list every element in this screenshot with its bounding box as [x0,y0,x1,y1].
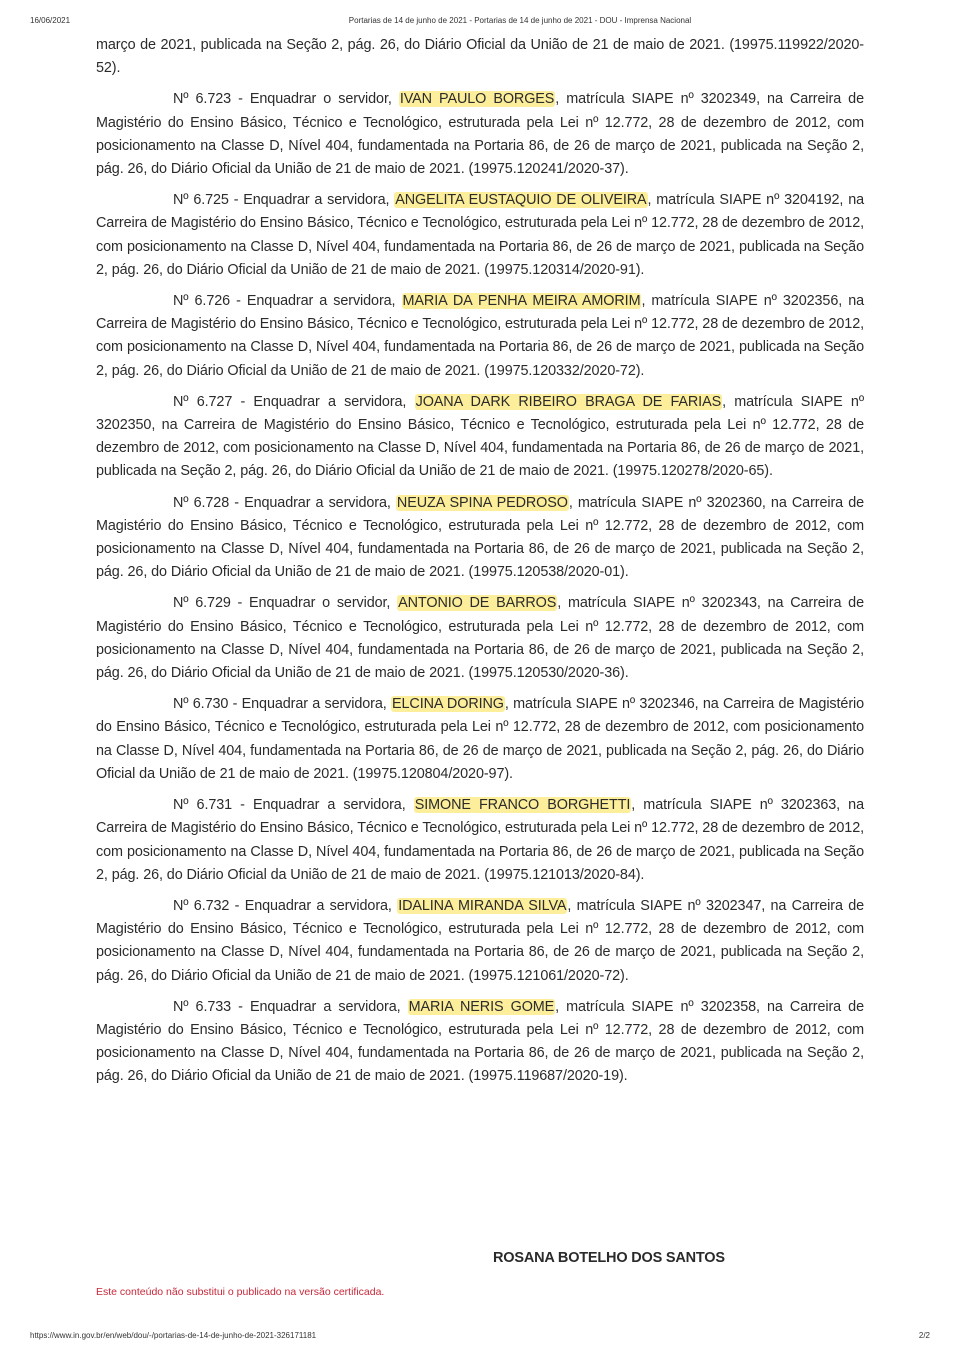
page-number: 2/2 [918,1331,930,1340]
item-number: Nº 6.730 [173,696,229,713]
item-number: Nº 6.729 [173,595,231,612]
item-number: Nº 6.733 [173,998,232,1015]
ordinance-item [96,794,864,887]
item-prefix: - Enquadrar o servidor, [231,91,399,108]
highlighted-name: IVAN PAULO BORGES [399,91,555,108]
continuation-paragraph: março de 2021, publicada na Seção 2, pág. 26, do Diário Oficial da União de 21 de maio de 2021. (19975.119922/2020-52). [96,37,864,77]
item-text: , matrícula SIAPE nº 3202358, na Carreira de Magistério do Ensino Básico, Técnico e Tecnológico, estruturada pela Lei nº 12.772, 28 de dezembro de 2012, com posicionamento na Classe D, Nível 404, fundamentada na Portaria 86, de 26 de março de 2021, publicada na Seção 2, pág. 26, do Diário Oficial da União de 21 de maio de 2021. (19975.119687/2020-19). [96,998,864,1085]
item-number: Nº 6.727 [173,393,233,410]
highlighted-name: NEUZA SPINA PEDROSO [396,494,568,511]
item-text: , matrícula SIAPE nº 3202350, na Carreira de Magistério do Ensino Básico, Técnico e Tecnológico, estruturada pela Lei nº 12.772, 28 de dezembro de 2012, com posicionamento na Classe D, Nível 404, fundamentada na Portaria 86, de 26 de março de 2021, publicada na Seção 2, pág. 26, do Diário Oficial da União de 21 de maio de 2021. (19975.120278/2020-65). [96,393,864,480]
item-number: Nº 6.732 [173,897,230,914]
item-text: , matrícula SIAPE nº 3202360, na Carreira de Magistério do Ensino Básico, Técnico e Tecnológico, estruturada pela Lei nº 12.772, 28 de dezembro de 2012, com posicionamento na Classe D, Nível 404, fundamentada na Portaria 86, de 26 de março de 2021, publicada na Seção 2, pág. 26, do Diário Oficial da União de 21 de maio de 2021. (19975.120538/2020-01). [96,494,865,581]
item-number: Nº 6.723 [173,91,232,108]
highlighted-name: ANTONIO DE BARROS [398,595,557,612]
highlighted-name: ANGELITA EUSTAQUIO DE OLIVEIRA [395,192,647,209]
highlighted-name: ELCINA DORING [392,696,504,713]
item-prefix: - Enquadrar a servidora, [232,797,414,814]
item-number: Nº 6.725 [173,192,229,209]
item-prefix: - Enquadrar a servidora, [230,293,402,310]
item-prefix: - Enquadrar a servidora, [232,393,415,410]
item-prefix: - Enquadrar o servidor, [230,595,398,612]
ordinance-item [96,189,864,282]
highlighted-name: MARIA DA PENHA MEIRA AMORIM [402,293,641,310]
print-title: Portarias de 14 de junho de 2021 - Portarias de 14 de junho de 2021 - DOU - Imprensa Nacional [348,16,692,25]
highlighted-name: SIMONE FRANCO BORGHETTI [414,797,631,814]
ordinance-item [96,895,864,988]
item-prefix: - Enquadrar a servidora, [231,998,408,1015]
item-text: , matrícula SIAPE nº 3204192, na Carreira de Magistério do Ensino Básico, Técnico e Tecnológico, estruturada pela Lei nº 12.772, 28 de dezembro de 2012, com posicionamento na Classe D, Nível 404, fundamentada na Portaria 86, de 26 de março de 2021, publicada na Seção 2, pág. 26, do Diário Oficial da União de 21 de maio de 2021. (19975.120314/2020-91). [96,192,865,278]
highlighted-name: JOANA DARK RIBEIRO BRAGA DE FARIAS [415,393,722,410]
ordinance-item [96,693,864,786]
signatory-name: ROSANA BOTELHO DOS SANTOS [493,1250,725,1266]
highlighted-name: MARIA NERIS GOME [408,998,555,1015]
ordinance-item [96,88,864,181]
item-text: , matrícula SIAPE nº 3202343, na Carreira de Magistério do Ensino Básico, Técnico e Tecnológico, estruturada pela Lei nº 12.772, 28 de dezembro de 2012, com posicionamento na Classe D, Nível 404, fundamentada na Portaria 86, de 26 de março de 2021, publicada na Seção 2, pág. 26, do Diário Oficial da União de 21 de maio de 2021. (19975.120530/2020-36). [96,595,864,682]
item-text: , matrícula SIAPE nº 3202356, na Carreira de Magistério do Ensino Básico, Técnico e Tecnológico, estruturada pela Lei nº 12.772, 28 de dezembro de 2012, com posicionamento na Classe D, Nível 404, fundamentada na Portaria 86, de 26 de março de 2021, publicada na Seção 2, pág. 26, do Diário Oficial da União de 21 de maio de 2021. (19975.120332/2020-72). [96,293,865,379]
highlighted-name: IDALINA MIRANDA SILVA [398,897,567,914]
ordinance-item [96,996,864,1089]
item-prefix: - Enquadrar a servidora, [229,494,396,511]
item-text: , matrícula SIAPE nº 3202347, na Carreira de Magistério do Ensino Básico, Técnico e Tecnológico, estruturada pela Lei nº 12.772, 28 de dezembro de 2012, com posicionamento na Classe D, Nível 404, fundamentada na Portaria 86, de 26 de março de 2021, publicada na Seção 2, pág. 26, do Diário Oficial da União de 21 de maio de 2021. (19975.121061/2020-72). [96,897,865,984]
item-prefix: - Enquadrar a servidora, [229,897,398,914]
item-number: Nº 6.728 [173,494,230,511]
item-text: , matrícula SIAPE nº 3202346, na Carreira de Magistério do Ensino Básico, Técnico e Tecnológico, estruturada pela Lei nº 12.772, 28 de dezembro de 2012, com posicionamento na Classe D, Nível 404, fundamentada na Portaria 86, de 26 de março de 2021, publicada na Seção 2, pág. 26, do Diário Oficial da União de 21 de maio de 2021. (19975.120804/2020-97). [96,696,865,782]
print-header [0,16,960,30]
source-url: https://www.in.gov.br/en/web/dou/-/portarias-de-14-de-junho-de-2021-326171181 [30,1331,317,1340]
ordinance-item [96,290,864,383]
item-text: , matrícula SIAPE nº 3202349, na Carreira de Magistério do Ensino Básico, Técnico e Tecnológico, estruturada pela Lei nº 12.772, 28 de dezembro de 2012, com posicionamento na Classe D, Nível 404, fundamentada na Portaria 86, de 26 de março de 2021, publicada na Seção 2, pág. 26, do Diário Oficial da União de 21 de maio de 2021. (19975.120241/2020-37). [96,91,864,178]
item-text: , matrícula SIAPE nº 3202363, na Carreira de Magistério do Ensino Básico, Técnico e Tecnológico, estruturada pela Lei nº 12.772, 28 de dezembro de 2012, com posicionamento na Classe D, Nível 404, fundamentada na Portaria 86, de 26 de março de 2021, publicada na Seção 2, pág. 26, do Diário Oficial da União de 21 de maio de 2021. (19975.121013/2020-84). [96,797,865,883]
item-prefix: - Enquadrar a servidora, [228,192,395,209]
print-date: 16/06/2021 [30,16,71,25]
disclaimer-text: Este conteúdo não substitui o publicado na versão certificada. [96,1286,385,1298]
ordinance-item [96,492,864,585]
item-number: Nº 6.726 [173,293,231,310]
item-prefix: - Enquadrar a servidora, [228,696,392,713]
ordinance-item [96,592,864,685]
ordinance-item [96,391,864,484]
document-body [96,34,864,1097]
item-number: Nº 6.731 [173,797,233,814]
